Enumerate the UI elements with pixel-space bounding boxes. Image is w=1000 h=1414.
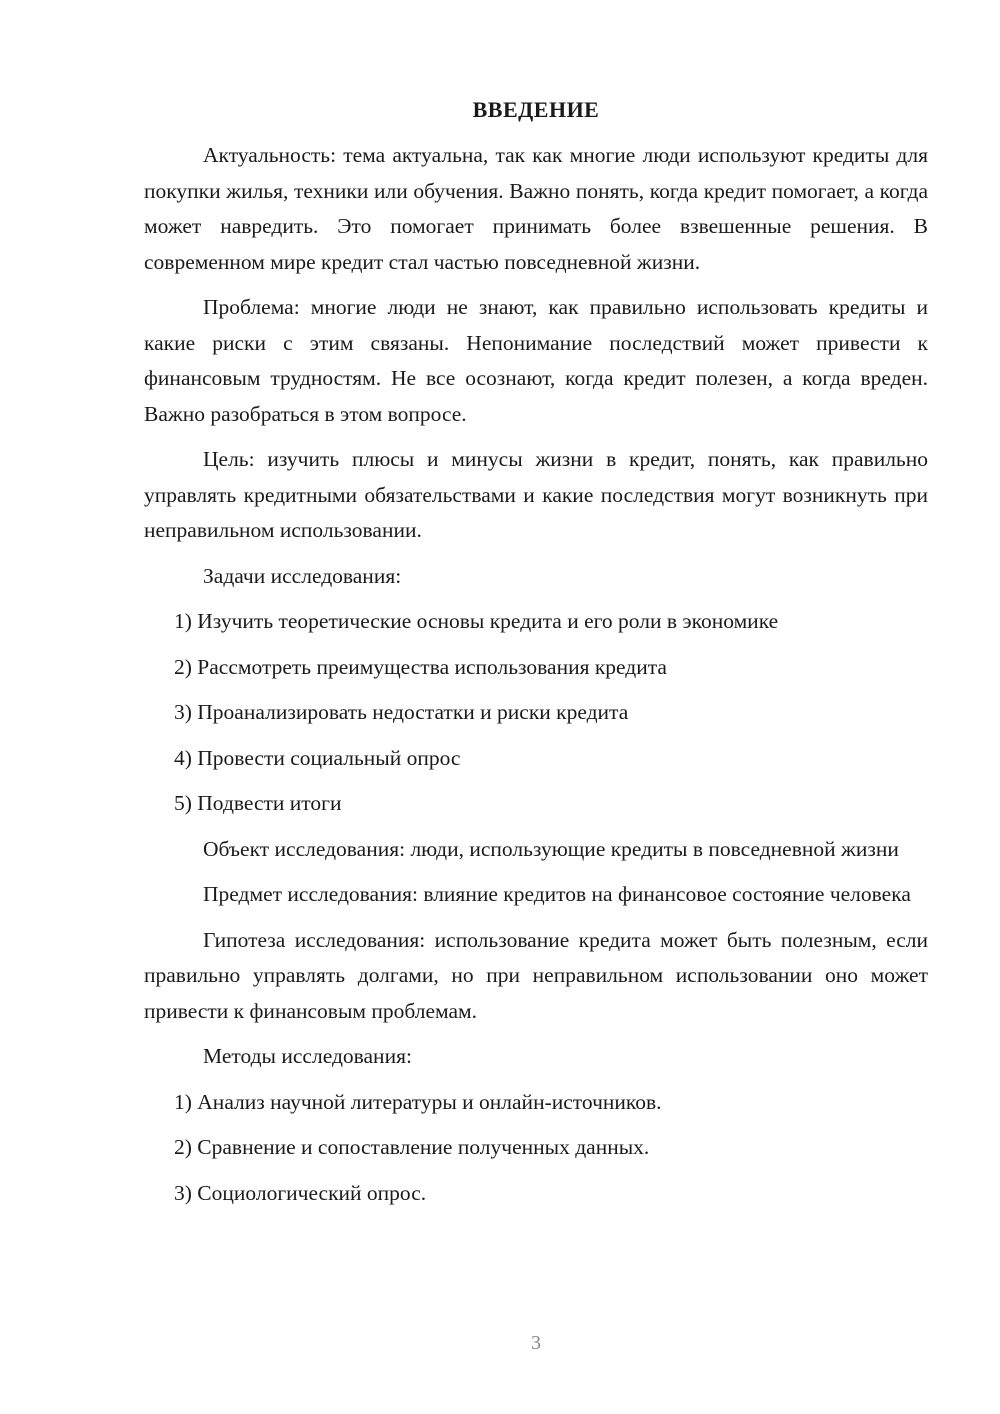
methods-list [144,1085,928,1212]
page-title: ВВЕДЕНИЕ [472,97,600,122]
goal-paragraph: Цель: изучить плюсы и минусы жизни в кредит, понять, как правильно управлять кредитными обязательствами и какие последствия могут возникнуть при неправильном использовании. [144,447,928,542]
list-item: 5) Подвести итоги [174,791,342,815]
hypothesis-paragraph: Гипотеза исследования: использование кредита может быть полезным, если правильно управлять долгами, но при неправильном использовании оно может привести к финансовым проблемам. [144,927,928,1023]
list-item: 4) Провести социальный опрос [174,745,461,770]
document-page [144,92,928,1221]
object-paragraph: Объект исследования: люди, использующие кредиты в повседневной жизни [203,836,899,861]
list-item: 1) Анализ научной литературы и онлайн-источников. [174,1089,662,1114]
relevance-paragraph: Актуальность: тема актуальна, так как многие люди используют кредиты для покупки жилья, техники или обучения. Важно понять, когда кредит помогает, а когда может навредить. Это помогает принимать более взвешенные решения. В современном мире кредит стал частью повседневной жизни. [144,143,928,274]
tasks-heading: Задачи исследования: [203,563,402,588]
list-item: 1) Изучить теоретические основы кредита и его роли в экономике [174,609,779,633]
list-item: 2) Рассмотреть преимущества использования кредита [174,654,667,679]
tasks-list [144,604,928,822]
problem-paragraph: Проблема: многие люди не знают, как правильно использовать кредиты и какие риски с этим связаны. Непонимание последствий может привести к финансовым трудностям. Не все осознают, когда кредит полезен, а когда вреден. Важно разобраться в этом вопросе. [144,295,928,426]
list-item: 3) Социологический опрос. [174,1180,427,1205]
methods-heading: Методы исследования: [203,1044,412,1068]
page-number: 3 [531,1332,541,1354]
list-item: 2) Сравнение и сопоставление полученных данных. [174,1135,650,1159]
subject-paragraph: Предмет исследования: влияние кредитов на финансовое состояние человека [203,882,911,906]
list-item: 3) Проанализировать недостатки и риски кредита [174,700,629,724]
